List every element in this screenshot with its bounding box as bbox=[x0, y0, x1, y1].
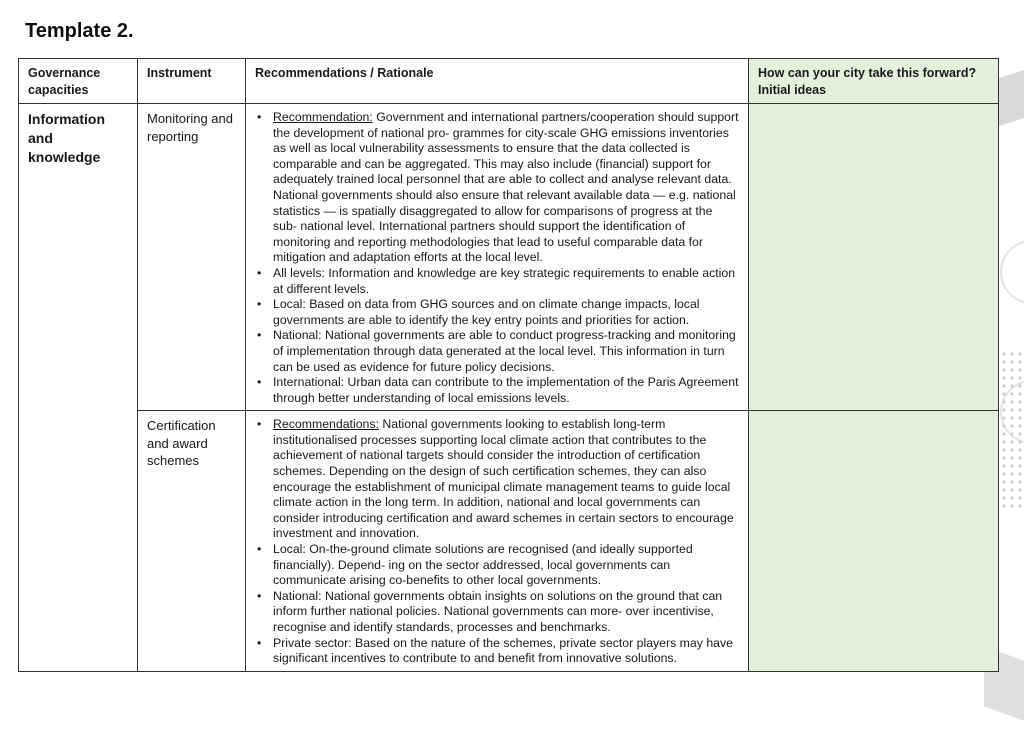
recommendations-list bbox=[255, 110, 739, 406]
header-governance-capacities: Governance capacities bbox=[19, 59, 138, 104]
header-recommendations: Recommendations / Rationale bbox=[246, 59, 749, 104]
decorative-dots bbox=[1000, 350, 1022, 510]
item-text: Local: Based on data from GHG sources and on climate change impacts, local governments are able to identify the key entry points and priorities for action. bbox=[273, 297, 700, 327]
recommendations-list bbox=[255, 417, 739, 667]
item-text: Government and international partners/cooperation should support the development of national pro- grammes for city-scale GHG emissions inventories as well as local vulnerability assessments to ensure that the data collected is comparable and can be aggregated. This may also include (financial) support for adequately trained local personnel that are able to collect and analyse relevant data. National governments should also ensure that relevant available data — e.g. national statistics — is spatially disaggregated to allow for comparisons of progress at the sub- national level. International partners should support the identification of monitoring and reporting methodologies that lead to useful comparable data for mitigation and adaptation efforts at the local level. bbox=[273, 110, 739, 265]
governance-table bbox=[18, 58, 999, 672]
table-header-row bbox=[19, 59, 999, 104]
item-text: National governments looking to establish long-term institutionalised processes supporting local climate action that contributes to the achievement of national targets should consider the introduction of certification schemes. Depending on the design of such certification schemes, they can also encourage the establishment of municipal climate management teams to guide local climate action in the long term. In addition, national and local governments can consider introducing certification and award schemes in certain sectors to encourage investment and innovation. bbox=[273, 417, 734, 541]
table-row bbox=[19, 411, 999, 672]
list-item bbox=[255, 542, 739, 589]
list-item bbox=[255, 636, 739, 667]
list-item bbox=[255, 328, 739, 375]
list-item bbox=[255, 297, 739, 328]
item-text: Local: On-the-ground climate solutions are recognised (and ideally supported financially). Depend- ing on the sector addressed, local governments can communicate arising co-benefits to other local governments. bbox=[273, 542, 693, 588]
capacity-cell: Information and knowledge bbox=[19, 104, 138, 672]
list-item bbox=[255, 375, 739, 406]
instrument-cell: Monitoring and reporting bbox=[138, 104, 246, 411]
list-item bbox=[255, 266, 739, 297]
instrument-cell: Certification and award schemes bbox=[138, 411, 246, 672]
item-text: All levels: Information and knowledge are key strategic requirements to enable action at different levels. bbox=[273, 265, 736, 296]
list-item bbox=[255, 589, 739, 636]
item-text: International: Urban data can contribute to the implementation of the Paris Agreement through better understanding of local emissions levels. bbox=[273, 375, 739, 405]
recommendation-lead: Recommendations: bbox=[273, 417, 379, 432]
recommendation-lead: Recommendation: bbox=[273, 110, 373, 124]
table-row bbox=[19, 104, 999, 411]
item-text: National: National governments are able to conduct progress-tracking and monitoring of implementation through data generated at the local level. This information in turn can be used as evidence for future policy decisions. bbox=[273, 328, 736, 374]
page-title: Template 2. bbox=[25, 20, 134, 42]
list-item bbox=[255, 417, 739, 542]
initial-ideas-cell[interactable] bbox=[749, 411, 999, 672]
item-text: Private sector: Based on the nature of the schemes, private sector players may have significant incentives to contribute to and benefit from innovative solutions. bbox=[273, 635, 733, 666]
header-initial-ideas: How can your city take this forward? Initial ideas bbox=[749, 59, 999, 104]
decorative-arc bbox=[1000, 240, 1024, 304]
list-item bbox=[255, 110, 739, 266]
initial-ideas-cell[interactable] bbox=[749, 104, 999, 411]
recommendations-cell bbox=[246, 104, 749, 411]
header-instrument: Instrument bbox=[138, 59, 246, 104]
recommendations-cell bbox=[246, 411, 749, 672]
item-text: National: National governments obtain insights on solutions on the ground that can inform further national policies. National governments can more- over incentivise, recognise and identify standards, processes and benchmarks. bbox=[273, 588, 723, 634]
